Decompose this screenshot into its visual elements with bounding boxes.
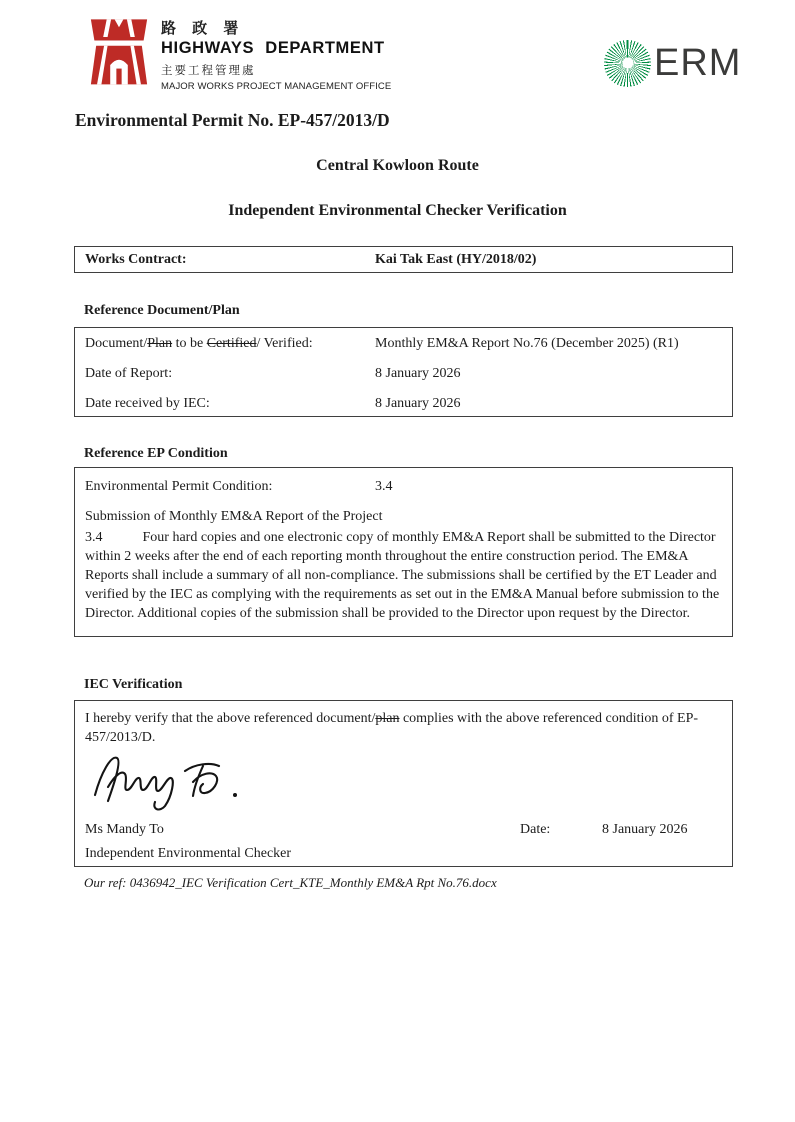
signature-handwriting xyxy=(89,749,274,811)
highways-department-header xyxy=(90,15,391,92)
document-to-be-verified-value: Monthly EM&A Report No.76 (December 2025) (R1) xyxy=(375,336,679,351)
iec-verification-statement: I hereby verify that the above referenced document/plan complies with the above referenced condition of EP-457/2013/D. xyxy=(85,711,699,745)
date-value: 8 January 2026 xyxy=(602,822,688,837)
erm-logo xyxy=(604,39,741,87)
hyd-chinese-name: 路 政 署 xyxy=(161,20,245,37)
ep-condition-label: Environmental Permit Condition: xyxy=(85,479,273,494)
clause-text: Four hard copies and one electronic copy of monthly EM&A Report shall be submitted to the Director within 2 weeks after the end of each reporting month throughout the entire construction period. The EM&A Reports shall include a summary of all non-compliance. The submissions shall be certified by the ET Leader and verified by the IEC as complying with the requirements as set out in the EM&A Manual before submission to the Director. Additional copies of the submission shall be provided to the Director upon request by the Director. xyxy=(85,530,720,621)
struck-word-certified: Certified xyxy=(206,336,257,351)
date-label: Date: xyxy=(520,822,551,837)
struck-word-plan: Plan xyxy=(147,336,173,351)
signatory-name: Ms Mandy To xyxy=(85,822,164,837)
reference-ep-condition-box xyxy=(74,467,733,637)
date-received-label: Date received by IEC: xyxy=(85,396,210,411)
date-of-report-value: 8 January 2026 xyxy=(375,366,461,381)
our-ref-line: Our ref: 0436942_IEC Verification Cert_KTE_Monthly EM&A Rpt No.76.docx xyxy=(84,875,497,890)
iec-verification-box xyxy=(74,700,733,867)
signatory-title: Independent Environmental Checker xyxy=(85,846,292,861)
document-to-be-verified-label: Document/Plan to be Certified/ Verified: xyxy=(85,336,313,351)
project-name-title: Central Kowloon Route xyxy=(316,157,479,174)
highways-department-logo-icon xyxy=(90,15,148,87)
reference-document-heading: Reference Document/Plan xyxy=(84,303,240,318)
erm-starburst-icon xyxy=(604,40,651,87)
works-contract-label: Works Contract: xyxy=(85,252,187,267)
permit-number-title: Environmental Permit No. EP-457/2013/D xyxy=(75,110,390,130)
date-received-value: 8 January 2026 xyxy=(375,396,461,411)
ep-condition-clause xyxy=(85,528,723,623)
erm-wordmark: ERM xyxy=(654,42,742,84)
struck-word-plan-statement: plan xyxy=(375,711,400,726)
iec-verification-heading: IEC Verification xyxy=(84,677,183,692)
document-title: Independent Environmental Checker Verification xyxy=(228,202,567,219)
ep-condition-value: 3.4 xyxy=(375,479,393,494)
hyd-english-office: MAJOR WORKS PROJECT MANAGEMENT OFFICE xyxy=(161,81,392,92)
works-contract-value: Kai Tak East (HY/2018/02) xyxy=(375,252,537,267)
clause-number: 3.4 xyxy=(85,530,103,545)
reference-document-box xyxy=(74,327,733,417)
works-contract-box xyxy=(74,246,733,273)
reference-ep-condition-heading: Reference EP Condition xyxy=(84,446,228,461)
date-of-report-label: Date of Report: xyxy=(85,366,173,381)
ep-condition-subject: Submission of Monthly EM&A Report of the Project xyxy=(85,509,383,524)
highways-department-text xyxy=(161,15,391,92)
hyd-english-name: HIGHWAYS DEPARTMENT xyxy=(161,39,385,57)
hyd-chinese-office: 主要工程管理處 xyxy=(161,65,256,77)
